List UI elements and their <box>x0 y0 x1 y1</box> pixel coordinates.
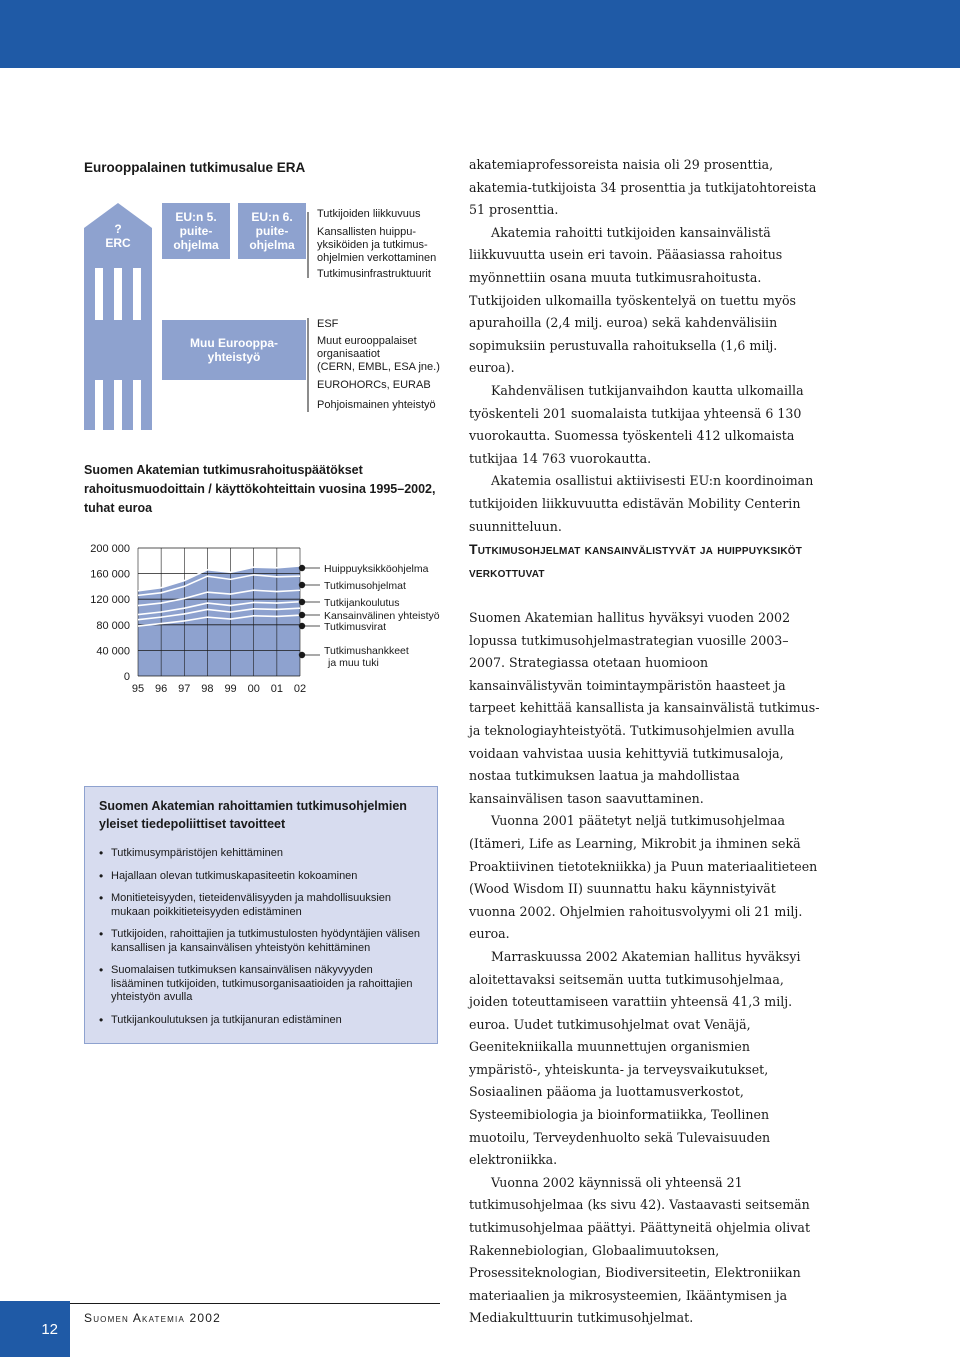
y-tick-label: 0 <box>123 671 130 683</box>
paragraph: Suomen Akatemian hallitus hyväksyi vuoden 2002 lopussa tutkimusohjelmastrategian vuosille 2003–2007. Strategiassa otetaan huomioon kansainvälistyvän toimintaympäristön haasteet ja tarpeet kehittää kansallista ja kansainvälistä tutkimus- ja teknologiayhteistyötä. Tutkimusohjelmien avulla voidaan vahvistaa uusia kehittyviä tutkimusaloja, nostaa tutkimuksen laatua ja mahdollistaa kansainvälisen tason saavuttaminen. <box>469 610 820 806</box>
funding-chart <box>70 535 460 705</box>
goals-box <box>84 786 438 1044</box>
right-column-top <box>469 154 821 538</box>
x-tick-label: 01 <box>270 683 283 695</box>
other-europe-box <box>162 320 306 380</box>
y-tick-label: 160 000 <box>90 568 130 581</box>
goals-list <box>99 847 425 1027</box>
label-mobility: Tutkijoiden liikkuvuus <box>317 208 421 220</box>
page-number: 12 <box>41 1320 58 1338</box>
paragraph: Marraskuussa 2002 Akatemian hallitus hyväksyi aloitettavaksi seitsemän uutta tutkimusohjelmaa, joiden toteuttamiseen varattiin yhteensä 41,3 milj. euroa. Uudet tutkimusohjelmat ovat Venäjä, Geenitekniikalla muunnettujen organismien ympäristö-, yhteiskunta- ja terveysvaikutukset, Sosiaalinen pääoma ja luottamusverkostot, Systeemibiologia ja bioinformatiikka, Teollinen muotoilu, Terveydenhuolto sekä Tulevaisuuden elektroniikka. <box>469 948 801 1168</box>
diagram-stripe-5 <box>114 380 122 430</box>
series-label: Huippuyksikköohjelma <box>324 563 429 575</box>
goal-item: • Tutkijankoulutuksen ja tutkijanuran edistäminen <box>99 1014 425 1028</box>
label-infrastructure: Tutkimusinfrastruktuurit <box>317 268 431 280</box>
fp6-box <box>238 203 306 259</box>
erc-label <box>84 212 152 260</box>
label-eurohorcs: EUROHORCs, EURAB <box>317 379 431 391</box>
diagram-stripe-4 <box>95 380 103 430</box>
label-nordic: Pohjoismainen yhteistyö <box>317 399 436 411</box>
fp5-box <box>162 203 230 259</box>
goal-item: • Suomalaisen tutkimuksen kansainvälisen näkyvyyden lisääminen tutkijoiden, tutkimusorganisaatioiden ja rahoittajien yhteistyön avulla <box>99 964 425 1005</box>
x-tick-label: 97 <box>178 683 191 695</box>
paragraph: Akatemia rahoitti tutkijoiden kansainvälistä liikkuvuutta usein eri tavoin. Pääasiassa rahoitus myönnettiin osana muuta tutkimusrahoitusta. Tutkijoiden ulkomailla työskentelyä on tuettu myös apurahoilla (2,4 milj. euroa) sekä kahdenvälisiin sopimuksiin perustuvalla rahoituksella (1,6 milj. euroa). <box>469 224 797 376</box>
diagram-mid-block <box>84 320 152 380</box>
diagram-stripe-6 <box>133 380 141 430</box>
series-label: Tutkijankoulutus <box>324 597 400 609</box>
series-label: Kansainvälinen yhteistyö <box>324 610 440 622</box>
paragraph: Vuonna 2002 käynnissä oli yhteensä 21 tutkimusohjelmaa (ks sivu 42). Vastaavasti seitsemän tutkimusohjelmaa päättyi. Päättyneitä ohjelmia olivat Rakennebiologian, Globaalimuutoksen, Prosessiteknologian, Biodiversiteetin, Elektroniikan materiaalien ja mikrosysteemien, Ikääntymisen ja Mediakulttuurin tutkimusohjelmat. <box>469 1174 811 1326</box>
label-other-orgs: Muut eurooppalaiset organisaatiot (CERN, EMBL, ESA jne.) <box>317 335 440 373</box>
y-tick-label: 200 000 <box>90 543 130 555</box>
goals-title: Suomen Akatemian rahoittamien tutkimusohjelmien yleiset tiedepoliittiset tavoitteet <box>99 799 407 831</box>
page-number-box <box>0 1301 70 1357</box>
label-networking: Kansallisten huippu- yksiköiden ja tutkimus- ohjelmien verkottaminen <box>317 226 437 264</box>
x-tick-label: 98 <box>201 683 214 695</box>
footer-rule <box>70 1303 440 1304</box>
paragraph: akatemiaprofessoreista naisia oli 29 prosenttia, akatemia-tutkijoista 34 prosenttia ja tutkijatohtoreista 51 prosenttia. <box>469 157 817 218</box>
label-esf: ESF <box>317 318 339 330</box>
y-tick-label: 80 000 <box>96 619 130 632</box>
series-label: Tutkimusohjelmat <box>324 580 406 592</box>
chart-caption: Suomen Akatemian tutkimusrahoituspäätökset rahoitusmuodoittain / käyttökohteittain vuosina 1995–2002, tuhat euroa <box>84 463 436 515</box>
x-tick-label: 95 <box>131 683 145 695</box>
x-tick-label: 02 <box>293 683 307 695</box>
goal-item: • Tutkimusympäristöjen kehittäminen <box>99 847 425 861</box>
footer-publication: Suomen Akatemia 2002 <box>84 1311 222 1325</box>
fp5-text: EU:n 5. puite- ohjelma <box>173 210 219 252</box>
x-tick-label: 99 <box>224 683 237 695</box>
era-title: Eurooppalainen tutkimusalue ERA <box>84 160 306 175</box>
erc-text: ? ERC <box>105 222 131 250</box>
funding-chart-svg <box>70 535 460 705</box>
x-tick-label: 96 <box>155 683 168 695</box>
goal-item: • Tutkijoiden, rahoittajien ja tutkimustulosten hyödyntäjien välisen kansallisen ja kansainvälisen yhteistyön kehittäminen <box>99 928 425 955</box>
x-tick-label: 00 <box>247 683 260 695</box>
paragraph: Kahdenvälisen tutkijanvaihdon kautta ulkomailla työskenteli 201 suomalaista tutkijaa yhteensä 6 130 vuorokautta. Suomessa työskenteli 412 ulkomaista tutkijaa 14 763 vuorokautta. <box>469 382 804 466</box>
paragraph: Akatemia osallistui aktiivisesti EU:n koordinoiman tutkijoiden liikkuvuutta edistävän Mobility Centerin suunnitteluun. <box>469 473 814 534</box>
fp6-text: EU:n 6. puite- ohjelma <box>249 210 295 252</box>
diagram-stripe-1 <box>95 268 103 320</box>
series-label: Tutkimushankkeet <box>324 645 409 657</box>
right-column-bottom <box>469 607 821 1330</box>
series-label: ja muu tuki <box>328 657 379 669</box>
y-tick-label: 40 000 <box>96 645 130 658</box>
diagram-stripe-2 <box>114 268 122 320</box>
other-europe-text: Muu Eurooppa- yhteistyö <box>190 336 278 364</box>
paragraph: Vuonna 2001 päätetyt neljä tutkimusohjelmaa (Itämeri, Life as Learning, Mikrobit ja ihminen sekä Proaktiivinen tietotekniikka) ja Puun materiaalitieteen (Wood Wisdom II) suunnattu haku käynnistyivät vuonna 2002. Ohjelmien rahoitusvolyymi oli 21 milj. euroa. <box>469 813 818 942</box>
chart-area <box>138 566 300 676</box>
y-tick-label: 120 000 <box>90 594 130 607</box>
section-heading: Tutkimusohjelmat kansainvälistyvät ja huippuyksiköt verkottuvat <box>469 541 803 580</box>
goal-item: • Hajallaan olevan tutkimuskapasiteetin kokoaminen <box>99 870 425 884</box>
goal-item: • Monitieteisyyden, tieteidenvälisyyden ja mahdollisuuksien mukaan poikkitieteisyyden edistäminen <box>99 892 425 919</box>
series-label: Tutkimusvirat <box>324 621 387 633</box>
diagram-stripe-3 <box>133 268 141 320</box>
